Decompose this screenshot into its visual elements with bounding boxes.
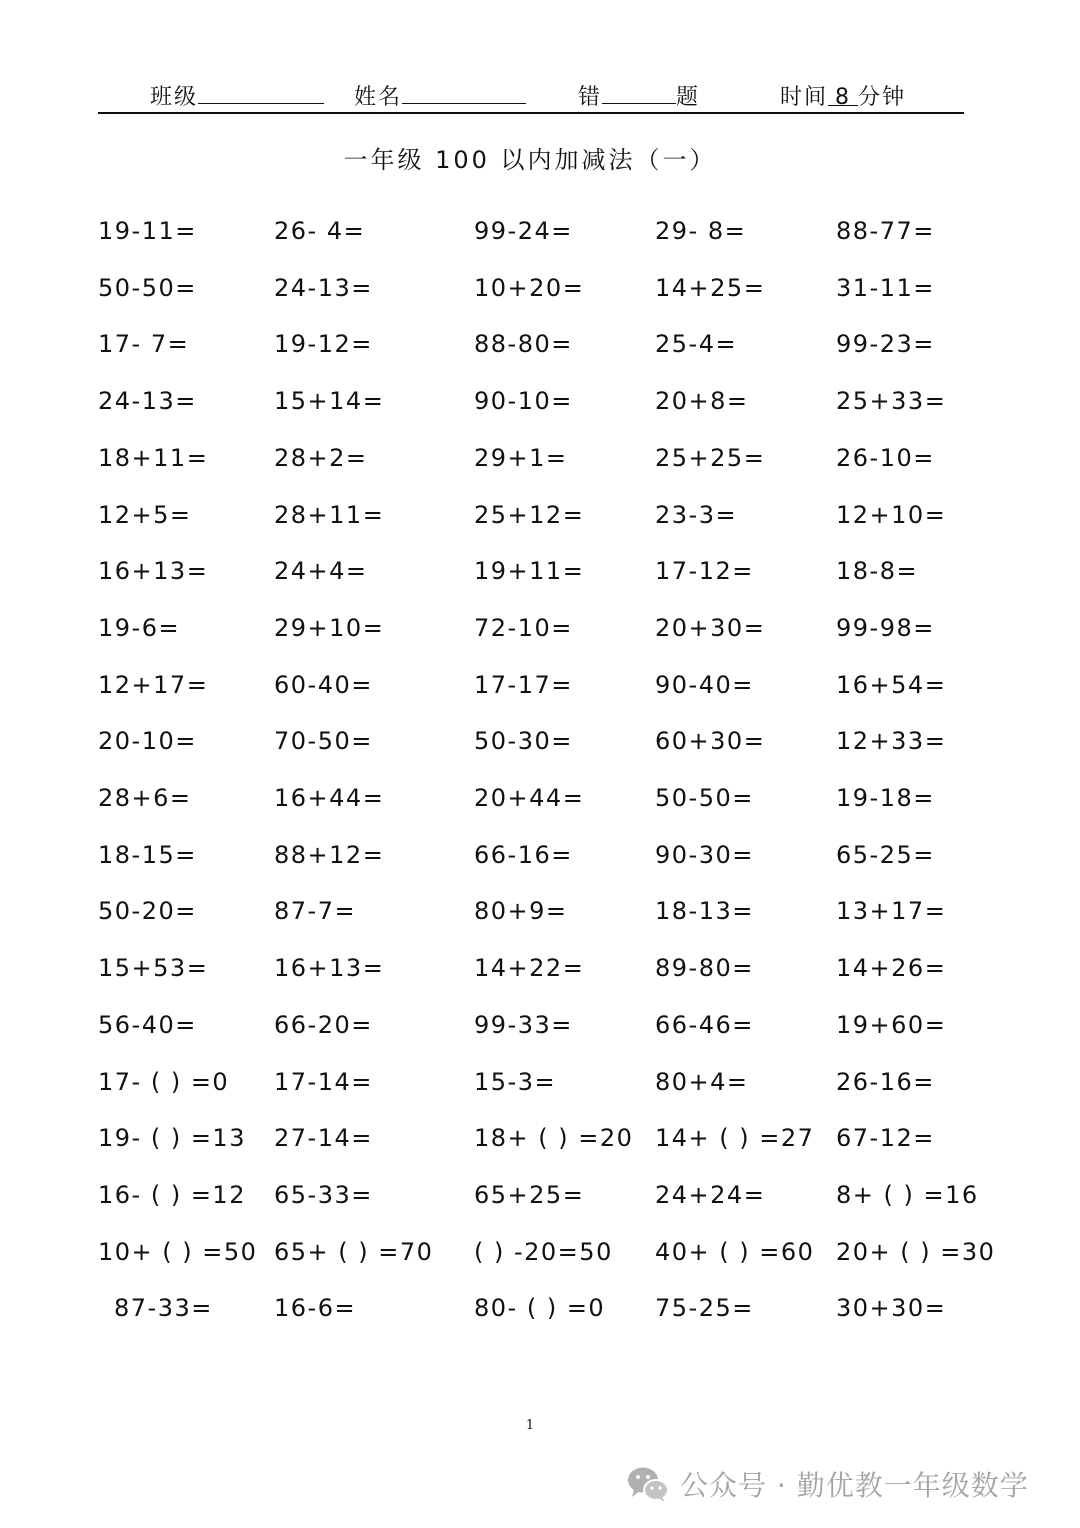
page-number: 1 bbox=[525, 1418, 535, 1433]
problem-r2-c3: 10+20= bbox=[474, 273, 585, 302]
problem-r19-c1: 10+ ( ) =50 bbox=[98, 1237, 258, 1266]
time-unit: 分钟 bbox=[858, 85, 907, 110]
problem-r9-c2: 60-40= bbox=[274, 670, 373, 699]
problem-r5-c1: 18+11= bbox=[98, 443, 209, 472]
problem-r8-c3: 72-10= bbox=[474, 613, 573, 642]
watermark-text: 公众号 · 勤优教一年级数学 bbox=[680, 1469, 1029, 1502]
wrong-count-field bbox=[578, 80, 700, 111]
wechat-icon bbox=[626, 1464, 670, 1504]
problem-r2-c4: 14+25= bbox=[655, 273, 766, 302]
problem-r17-c1: 19- ( ) =13 bbox=[98, 1124, 246, 1153]
worksheet-header bbox=[98, 76, 964, 114]
problem-r4-c3: 90-10= bbox=[474, 387, 573, 416]
problem-r5-c2: 28+2= bbox=[274, 443, 368, 472]
problem-r19-c2: 65+ ( ) =70 bbox=[274, 1237, 434, 1266]
problem-r3-c1: 17- 7= bbox=[98, 330, 190, 359]
problem-r16-c3: 15-3= bbox=[474, 1067, 557, 1096]
problem-r1-c1: 19-11= bbox=[98, 217, 197, 245]
wrong-label: 错 bbox=[578, 85, 603, 110]
name-blank[interactable] bbox=[402, 83, 526, 104]
problem-r15-c3: 99-33= bbox=[474, 1010, 573, 1039]
problem-r2-c1: 50-50= bbox=[98, 273, 197, 302]
problem-r12-c4: 90-30= bbox=[655, 840, 754, 869]
problem-r14-c1: 15+53= bbox=[98, 954, 209, 983]
problem-r16-c1: 17- ( ) =0 bbox=[98, 1067, 230, 1096]
problem-r1-c5: 88-77= bbox=[836, 217, 935, 245]
problem-r18-c3: 65+25= bbox=[474, 1180, 585, 1209]
problem-r15-c1: 56-40= bbox=[98, 1010, 197, 1039]
problem-r8-c2: 29+10= bbox=[274, 613, 385, 642]
problem-r13-c2: 87-7= bbox=[274, 897, 357, 926]
problem-r6-c2: 28+11= bbox=[274, 500, 385, 529]
problem-r3-c2: 19-12= bbox=[274, 330, 373, 359]
problem-r20-c4: 75-25= bbox=[655, 1294, 754, 1323]
problem-r12-c1: 18-15= bbox=[98, 840, 197, 869]
problem-r8-c5: 99-98= bbox=[836, 613, 935, 642]
worksheet-title: 一年级 100 以内加减法（一） bbox=[343, 146, 717, 174]
problem-r9-c4: 90-40= bbox=[655, 670, 754, 699]
problem-r6-c3: 25+12= bbox=[474, 500, 585, 529]
problem-r14-c3: 14+22= bbox=[474, 954, 585, 983]
problem-r13-c3: 80+9= bbox=[474, 897, 568, 926]
problem-r2-c2: 24-13= bbox=[274, 273, 373, 302]
problem-r5-c3: 29+1= bbox=[474, 443, 568, 472]
problem-r18-c1: 16- ( ) =12 bbox=[98, 1180, 246, 1209]
problem-r14-c4: 89-80= bbox=[655, 954, 754, 983]
problem-r2-c5: 31-11= bbox=[836, 273, 935, 302]
problem-r19-c5: 20+ ( ) =30 bbox=[836, 1237, 996, 1266]
problem-r14-c2: 16+13= bbox=[274, 954, 385, 983]
problem-r6-c4: 23-3= bbox=[655, 500, 738, 529]
problem-r10-c3: 50-30= bbox=[474, 727, 573, 756]
problem-r20-c5: 30+30= bbox=[836, 1294, 947, 1323]
problem-r15-c2: 66-20= bbox=[274, 1010, 373, 1039]
problem-r16-c2: 17-14= bbox=[274, 1067, 373, 1096]
problem-r17-c4: 14+ ( ) =27 bbox=[655, 1124, 815, 1153]
problem-r13-c4: 18-13= bbox=[655, 897, 754, 926]
problem-r15-c4: 66-46= bbox=[655, 1010, 754, 1039]
name-label: 姓名 bbox=[354, 85, 403, 110]
problem-r9-c1: 12+17= bbox=[98, 670, 209, 699]
problem-r11-c4: 50-50= bbox=[655, 784, 754, 812]
problem-r4-c1: 24-13= bbox=[98, 387, 197, 416]
problem-r5-c5: 26-10= bbox=[836, 443, 935, 472]
problem-r8-c1: 19-6= bbox=[98, 613, 181, 642]
problem-r10-c1: 20-10= bbox=[98, 727, 197, 756]
problem-r12-c5: 65-25= bbox=[836, 840, 935, 869]
problem-r10-c2: 70-50= bbox=[274, 727, 373, 756]
problem-r8-c4: 20+30= bbox=[655, 613, 766, 642]
problem-r13-c5: 13+17= bbox=[836, 897, 947, 926]
wrong-count-blank[interactable] bbox=[602, 83, 676, 104]
problem-r12-c2: 88+12= bbox=[274, 840, 385, 869]
problem-r19-c3: ( ) -20=50 bbox=[474, 1237, 613, 1266]
problem-r11-c1: 28+6= bbox=[98, 784, 192, 812]
problem-r12-c3: 66-16= bbox=[474, 840, 573, 869]
time-field bbox=[780, 80, 906, 111]
problem-r7-c3: 19+11= bbox=[474, 557, 585, 586]
wrong-suffix: 题 bbox=[676, 85, 701, 110]
problem-r4-c2: 15+14= bbox=[274, 387, 385, 416]
problem-r20-c3: 80- ( ) =0 bbox=[474, 1294, 606, 1323]
class-blank[interactable] bbox=[198, 83, 324, 104]
problem-r11-c3: 20+44= bbox=[474, 784, 585, 812]
problem-r10-c5: 12+33= bbox=[836, 727, 947, 756]
problem-r19-c4: 40+ ( ) =60 bbox=[655, 1237, 815, 1266]
problem-r18-c4: 24+24= bbox=[655, 1180, 766, 1209]
problem-r11-c5: 19-18= bbox=[836, 784, 935, 812]
problem-r3-c3: 88-80= bbox=[474, 330, 573, 359]
watermark bbox=[626, 1462, 1029, 1506]
problem-r17-c3: 18+ ( ) =20 bbox=[474, 1124, 634, 1153]
problem-r16-c4: 80+4= bbox=[655, 1067, 749, 1096]
problem-r10-c4: 60+30= bbox=[655, 727, 766, 756]
problem-r6-c5: 12+10= bbox=[836, 500, 947, 529]
problem-r13-c1: 50-20= bbox=[98, 897, 197, 926]
problem-r16-c5: 26-16= bbox=[836, 1067, 935, 1096]
problem-r15-c5: 19+60= bbox=[836, 1010, 947, 1039]
class-label: 班级 bbox=[150, 85, 199, 110]
problem-r17-c2: 27-14= bbox=[274, 1124, 373, 1153]
problem-r6-c1: 12+5= bbox=[98, 500, 192, 529]
problem-r20-c2: 16-6= bbox=[274, 1294, 357, 1323]
problem-r11-c2: 16+44= bbox=[274, 784, 385, 812]
problem-r7-c1: 16+13= bbox=[98, 557, 209, 586]
problem-r18-c2: 65-33= bbox=[274, 1180, 373, 1209]
time-label: 时间 bbox=[780, 85, 829, 110]
time-value: 8 bbox=[828, 85, 858, 106]
class-field bbox=[150, 80, 324, 111]
problem-r1-c3: 99-24= bbox=[474, 217, 573, 245]
problem-r1-c4: 29- 8= bbox=[655, 217, 747, 245]
problem-r9-c5: 16+54= bbox=[836, 670, 947, 699]
problem-r7-c4: 17-12= bbox=[655, 557, 754, 586]
problem-r9-c3: 17-17= bbox=[474, 670, 573, 699]
problem-r4-c4: 20+8= bbox=[655, 387, 749, 416]
problem-r1-c2: 26- 4= bbox=[274, 217, 366, 245]
problem-r3-c5: 99-23= bbox=[836, 330, 935, 359]
problem-r20-c1: 87-33= bbox=[114, 1294, 213, 1323]
problem-r7-c2: 24+4= bbox=[274, 557, 368, 586]
problem-r7-c5: 18-8= bbox=[836, 557, 919, 586]
problem-r14-c5: 14+26= bbox=[836, 954, 947, 983]
problem-r3-c4: 25-4= bbox=[655, 330, 738, 359]
name-field bbox=[354, 80, 526, 111]
problem-r18-c5: 8+ ( ) =16 bbox=[836, 1180, 979, 1209]
problem-r17-c5: 67-12= bbox=[836, 1124, 935, 1153]
problem-r5-c4: 25+25= bbox=[655, 443, 766, 472]
problem-r4-c5: 25+33= bbox=[836, 387, 947, 416]
